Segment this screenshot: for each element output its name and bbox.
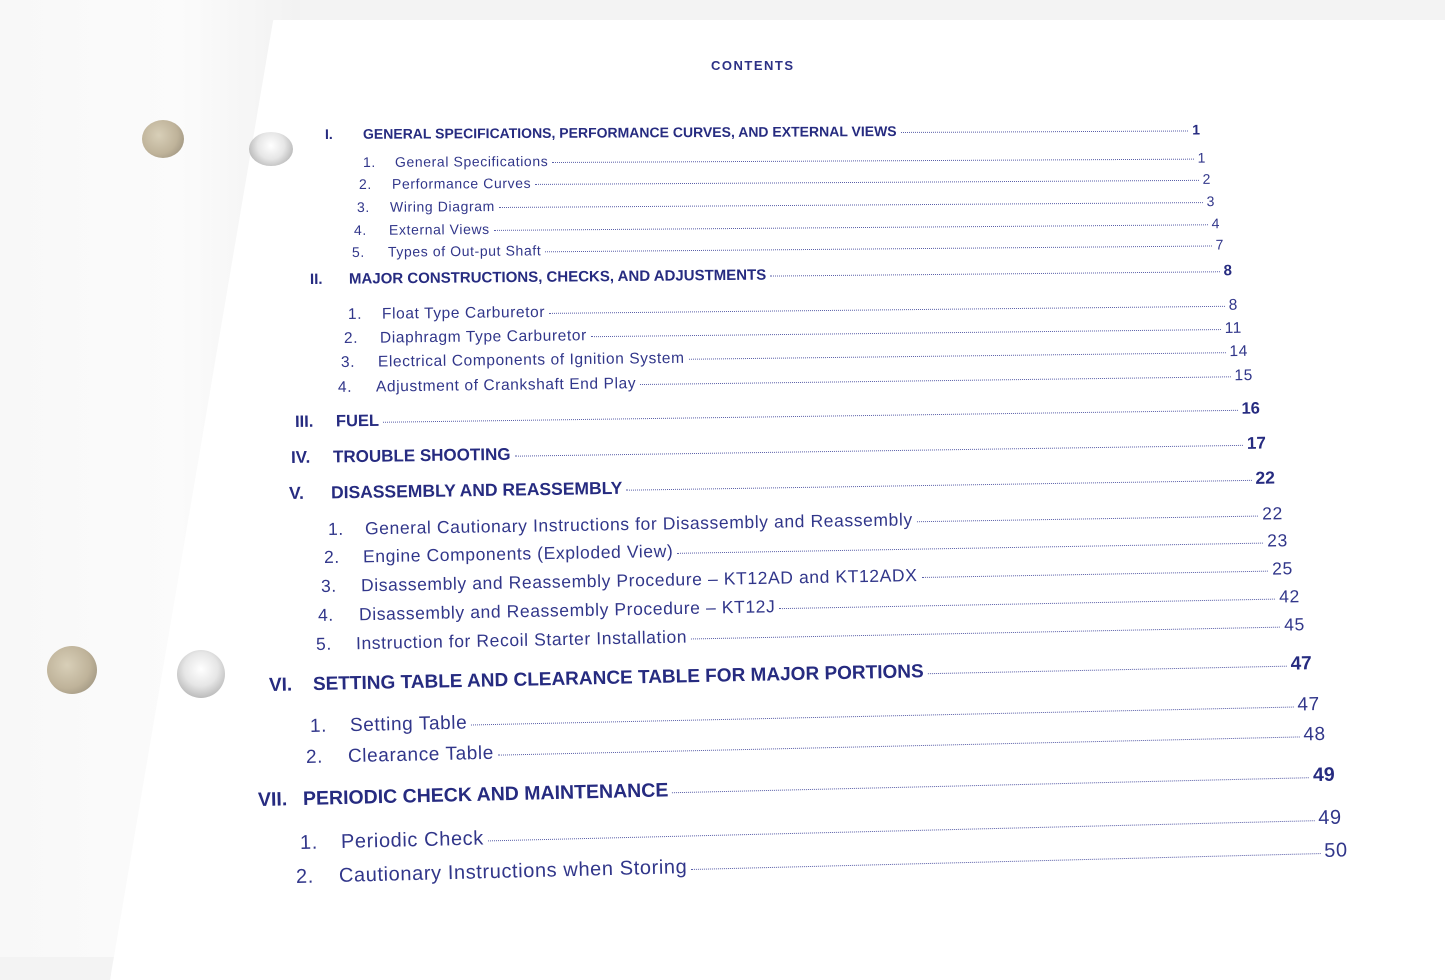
page-number: 1 [1197,149,1207,166]
entry-number: 4. [317,604,334,625]
page-number: 11 [1224,319,1243,338]
entry-number: 1. [327,518,344,539]
page-number: 45 [1283,614,1305,635]
entry-title: DISASSEMBLY AND REASSEMBLY [330,477,623,503]
entry-number: II. [309,270,323,288]
page-number: 16 [1241,399,1261,418]
dot-leader [691,626,1280,640]
dot-leader [921,570,1268,578]
page-number: 48 [1303,723,1326,746]
entry-number: 2. [343,329,359,347]
entry-title: Float Type Carburetor [381,303,546,323]
entry-title: Clearance Table [347,742,495,768]
dot-leader [535,179,1198,185]
entry-title: Performance Curves [391,174,532,192]
entry-title: MAJOR CONSTRUCTIONS, CHECKS, AND ADJUSTMENTS [348,266,767,288]
entry-number: VI. [268,674,293,696]
dot-leader [928,665,1287,675]
entry-title: Wiring Diagram [389,198,495,215]
dot-leader [545,244,1211,252]
punch-hole-top-left [142,120,184,158]
dot-leader [515,444,1243,457]
page-number: 22 [1255,467,1276,488]
entry-number: 1. [299,831,319,854]
dot-leader [494,223,1208,231]
dot-leader [779,598,1275,610]
page-number: 42 [1278,586,1301,607]
entry-title: Diaphragm Type Carburetor [379,327,587,347]
page-number: 1 [1192,121,1201,138]
dot-leader [549,305,1225,314]
entry-title: External Views [388,220,490,238]
page-number: 23 [1267,530,1289,551]
entry-title: Instruction for Recoil Starter Installation [355,626,688,654]
dot-leader [626,479,1251,491]
entry-number: 4. [353,221,367,238]
page-number: 14 [1229,342,1249,361]
page-number: 47 [1290,653,1312,675]
entry-number: 5. [315,633,332,654]
entry-number: 3. [340,353,356,371]
entry-number: I. [324,125,333,142]
dot-leader [640,375,1230,385]
entry-number: IV. [290,447,311,467]
entry-title: Setting Table [349,712,468,737]
entry-title: Adjustment of Crankshaft End Play [375,375,637,396]
entry-number: 1. [309,715,328,737]
page-number: 25 [1271,558,1294,579]
page-title: CONTENTS [711,58,795,73]
entry-number: V. [288,482,305,503]
entry-number: 2. [295,865,315,888]
punch-hole-page-top [249,132,293,166]
entry-title: Disassembly and Reassembly Procedure – KT12AD and KT12ADX [360,565,918,596]
entry-title: General Cautionary Instructions for Disassembly and Reassembly [364,509,913,539]
entry-title: Cautionary Instructions when Storing [338,856,688,887]
entry-number: 2. [358,175,372,192]
page-number: 49 [1312,763,1335,787]
entry-number: 3. [320,575,337,596]
entry-number: 1. [347,305,363,323]
entry-title: TROUBLE SHOOTING [332,444,511,467]
entry-title: Periodic Check [340,827,485,853]
entry-number: 5. [351,243,365,260]
page-number: 17 [1246,433,1267,453]
entry-title: Electrical Components of Ignition System [377,349,685,371]
page-number: 7 [1215,236,1225,253]
entry-number: VII. [257,788,288,811]
entry-title: Types of Out-put Shaft [387,242,542,260]
page-number: 47 [1297,693,1320,716]
page-number: 4 [1211,215,1221,232]
entry-number: 4. [337,378,353,396]
page-number: 50 [1323,839,1348,862]
page-number: 15 [1234,367,1254,385]
entry-number: 3. [356,198,370,215]
entry-title: PERIODIC CHECK AND MAINTENANCE [302,779,669,810]
punch-hole-bottom-left [47,646,97,694]
entry-title: General Specifications [394,153,549,170]
dot-leader [591,328,1221,337]
entry-number: III. [294,412,314,431]
page-number: 3 [1206,193,1216,210]
page-number: 8 [1223,262,1233,280]
dot-leader [901,129,1189,133]
entry-number: 2. [305,746,324,768]
entry-title: GENERAL SPECIFICATIONS, PERFORMANCE CURVES, AND EXTERNAL VIEWS [362,123,897,142]
dot-leader [917,515,1258,523]
entry-title: SETTING TABLE AND CLEARANCE TABLE FOR MAJOR PORTIONS [312,661,924,696]
dot-leader [770,270,1219,276]
page-number: 22 [1262,503,1284,524]
dot-leader [552,158,1193,163]
dot-leader [677,542,1263,554]
entry-number: 2. [323,546,340,567]
entry-number: 1. [362,153,376,170]
page-number: 49 [1317,806,1342,830]
entry-title: Disassembly and Reassembly Procedure – KT12J [358,596,776,625]
dot-leader [499,201,1203,208]
entry-title: FUEL [335,411,380,431]
page-number: 2 [1202,170,1212,187]
page-number: 8 [1228,296,1239,314]
dot-leader [689,351,1226,360]
entry-title: Engine Components (Exploded View) [362,540,674,567]
punch-hole-page-bottom [177,650,225,698]
